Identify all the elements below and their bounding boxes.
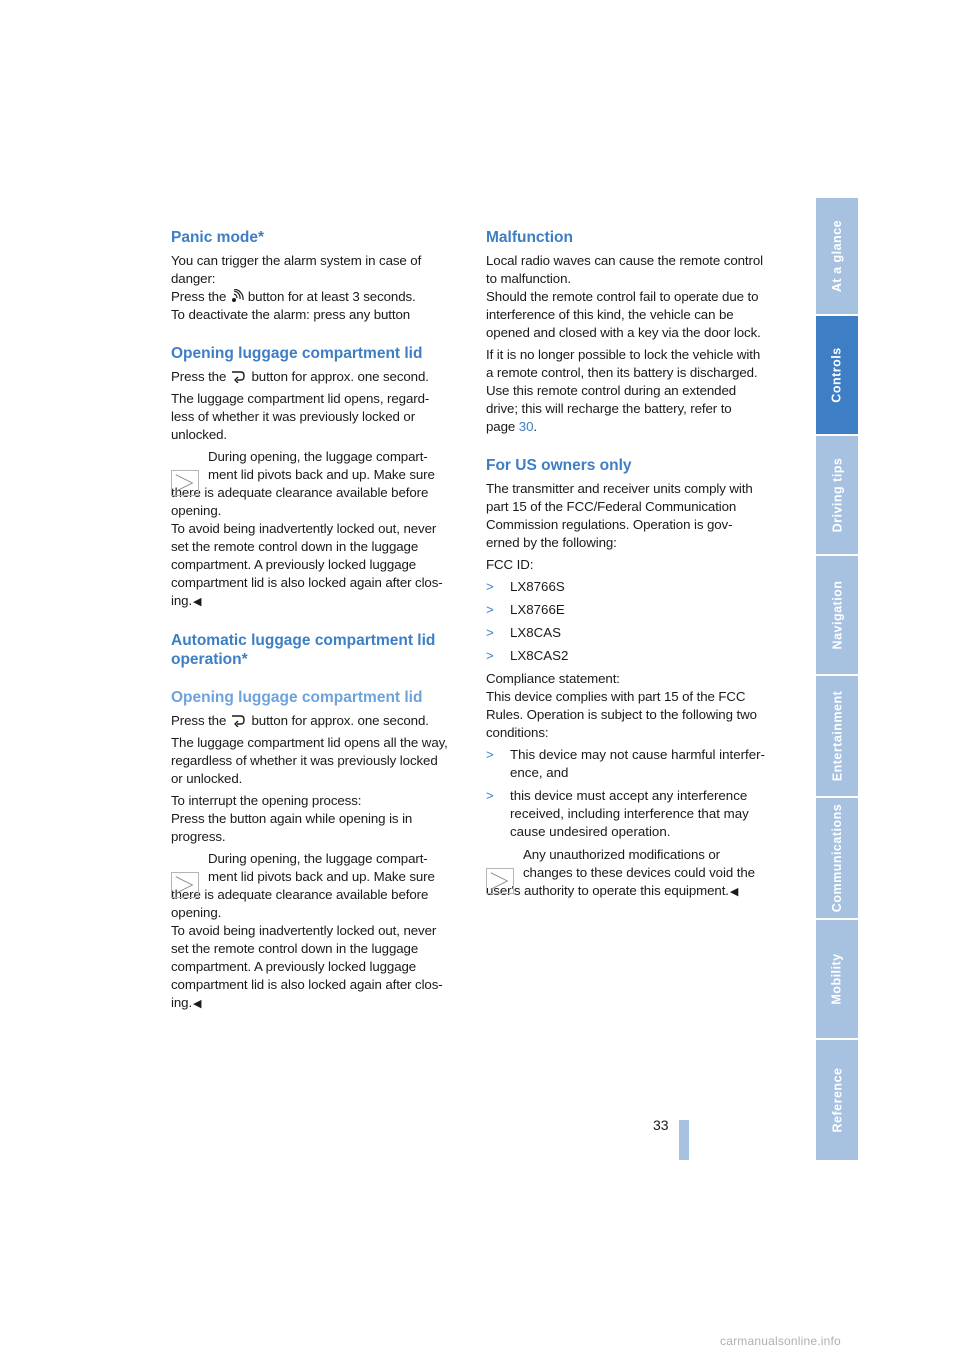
page-30-link[interactable]: 30 (518, 419, 534, 434)
automatic-press: Press the button for approx. one second. (171, 713, 429, 728)
note-triangle-icon (171, 872, 199, 898)
automatic-text-1: The luggage compartment lid opens all the way, regardless of whether it was previously locked or unlocked. (171, 735, 448, 786)
trunk-lid-icon (231, 369, 247, 383)
malfunction-heading: Malfunction (486, 229, 573, 246)
automatic-lid-warning: During opening, the luggage compart- ment lid pivots back and up. Make sure there is adequate clearance available before opening. To avoid being inadvertently locked out, never set the remote control down in the luggage compartment. A previously locked luggage compartment lid is also locked again after clos- ing.◀ (171, 850, 467, 1013)
conditions-list (486, 746, 782, 841)
compliance-text: Compliance statement: This device complies with part 15 of the FCC Rules. Operation is subject to the following two conditions: (486, 671, 757, 740)
automatic-lid-heading: Automatic luggage compartment lid operation* (171, 632, 436, 668)
tab-entertainment[interactable]: Entertainment (816, 676, 858, 796)
page-number-bar (679, 1120, 689, 1160)
automatic-opening-subheading: Opening luggage compartment lid (171, 689, 423, 706)
trunk-lid-icon (231, 713, 247, 727)
tab-controls[interactable]: Controls (816, 316, 858, 434)
end-mark: ◀ (729, 886, 739, 898)
tab-communications[interactable]: Communications (816, 798, 858, 918)
page-number: 33 (653, 1117, 669, 1133)
tab-at-a-glance[interactable]: At a glance (816, 198, 858, 314)
automatic-text-2: To interrupt the opening process: Press the button again while opening is in progress. (171, 793, 413, 844)
panic-mode-text: You can trigger the alarm system in case of danger: Press the button for at least 3 seconds. To deactivate the alarm: press any button (171, 253, 422, 322)
list-item: > LX8CAS (486, 625, 561, 640)
fcc-id-list (486, 578, 782, 665)
opening-lid-heading: Opening luggage compartment lid (171, 345, 423, 362)
fcc-id-label: FCC ID: (486, 557, 534, 572)
chapter-sidebar (816, 198, 858, 1160)
list-item: > LX8CAS2 (486, 648, 569, 663)
malfunction-text-2: If it is no longer possible to lock the vehicle with a remote control, then its battery is discharged. Use this remote control during an extended drive; this will recharge the battery, refer to page 30. (486, 347, 761, 434)
tab-reference[interactable]: Reference (816, 1040, 858, 1160)
end-mark: ◀ (193, 596, 202, 608)
us-owners-text: The transmitter and receiver units comply with part 15 of the FCC/Federal Communication Commission regulations. Operation is gov- erned by the following: (486, 481, 753, 550)
list-item: > This device may not cause harmful interfer- ence, and (486, 747, 765, 780)
list-item: > this device must accept any interference received, including interference that may cause undesired operation. (486, 788, 749, 839)
us-owners-heading: For US owners only (486, 457, 632, 474)
tab-driving-tips[interactable]: Driving tips (816, 436, 858, 554)
opening-lid-warning: During opening, the luggage compart- ment lid pivots back and up. Make sure there is adequate clearance available before opening. To avoid being inadvertently locked out, never set the remote control down in the luggage compartment. A previously locked luggage compartment lid is also locked again after clos- ing.◀ (171, 448, 467, 611)
list-item: > LX8766S (486, 579, 565, 594)
note-triangle-icon (486, 868, 514, 894)
opening-lid-text: The luggage compartment lid opens, regard- less of whether it was previously locked or unlocked. (171, 391, 430, 442)
end-mark: ◀ (193, 998, 202, 1010)
watermark: carmanualsonline.info (720, 1334, 841, 1348)
malfunction-text-1: Local radio waves can cause the remote control to malfunction. Should the remote control fail to operate due to interference of this kind, the vehicle can be opened and closed with a key via the door lock. (486, 253, 764, 340)
tab-mobility[interactable]: Mobility (816, 920, 858, 1038)
opening-lid-press: Press the button for approx. one second. (171, 369, 429, 384)
list-item: > LX8766E (486, 602, 565, 617)
modification-warning: Any unauthorized modifications or changes to these devices could void the user's authority to operate this equipment.◀ (486, 846, 782, 901)
left-column (171, 228, 467, 1017)
right-column (486, 228, 782, 905)
note-triangle-icon (171, 470, 199, 496)
panic-mode-heading: Panic mode* (171, 229, 265, 246)
tab-navigation[interactable]: Navigation (816, 556, 858, 674)
panic-button-icon (231, 289, 247, 303)
